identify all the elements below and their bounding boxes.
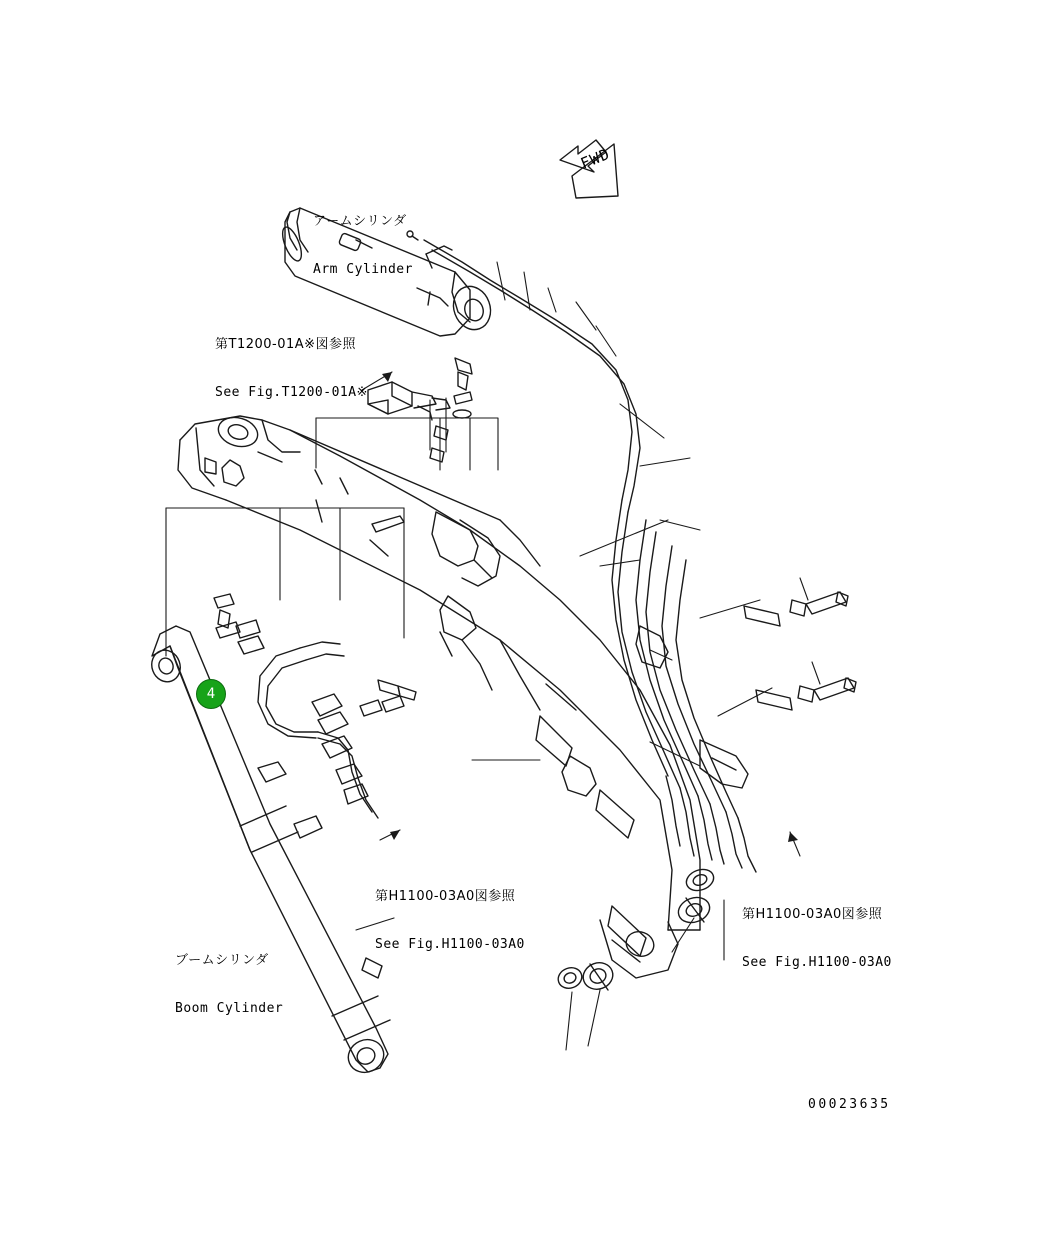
label-see-fig-h1100-right — [742, 875, 892, 1003]
label-see-fig-t1200 — [215, 305, 368, 433]
label-boom-cylinder-jp: ブームシリンダ — [175, 953, 269, 968]
boom-hose-loop — [258, 642, 378, 838]
label-boom-cylinder-en: Boom Cylinder — [175, 1001, 284, 1016]
label-see-fig-h1100-left — [375, 857, 525, 985]
fwd-label: FWD — [578, 144, 613, 173]
label-see-fig-h1100-right-en: See Fig.H1100-03A0 — [742, 955, 892, 970]
label-see-fig-h1100-left-en: See Fig.H1100-03A0 — [375, 937, 525, 952]
label-see-fig-h1100-left-jp: 第H1100-03A0図参照 — [375, 889, 516, 904]
label-arm-cylinder-en: Arm Cylinder — [313, 262, 413, 277]
label-see-fig-t1200-en: See Fig.T1200-01A※ — [215, 385, 368, 400]
label-arm-cylinder-jp: アームシリンダ — [313, 214, 407, 229]
drawing-number: 00023635 — [808, 1097, 891, 1112]
label-boom-cylinder — [175, 921, 283, 1049]
label-arm-cylinder — [313, 182, 413, 310]
hydraulic-hose-lines — [424, 240, 756, 872]
label-see-fig-t1200-jp: 第T1200-01A※図参照 — [215, 337, 357, 352]
label-see-fig-h1100-right-jp: 第H1100-03A0図参照 — [742, 907, 883, 922]
fwd-direction-marker — [556, 140, 622, 198]
callout-badge-4[interactable]: 4 — [196, 679, 226, 709]
